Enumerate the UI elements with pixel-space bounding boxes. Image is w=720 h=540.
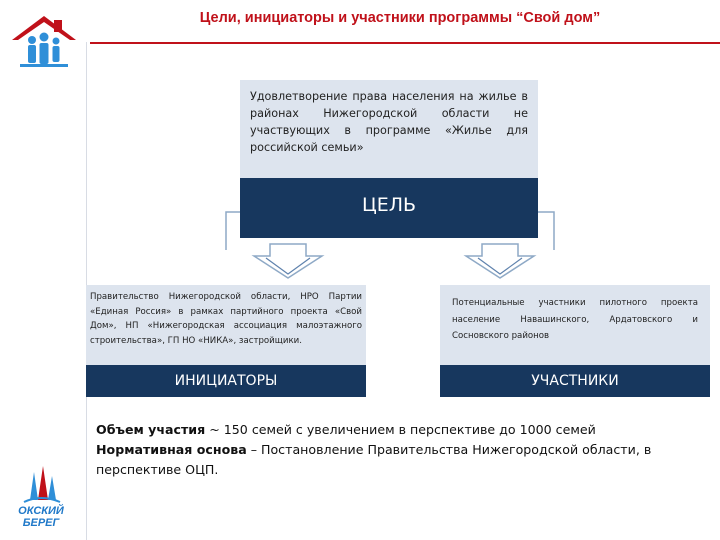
participants-label: УЧАСТНИКИ: [440, 365, 710, 397]
volume-text: ~ 150 семей с увеличением в перспективе до 1000 семей: [205, 422, 596, 437]
title-divider: [90, 42, 720, 44]
okskiy-bereg-logo: [10, 462, 72, 532]
basis-text: – Постановление Правительства Нижегородской области, в перспективе ОЦП.: [96, 442, 652, 477]
volume-label: Объем участия: [96, 422, 206, 437]
goal-description: Удовлетворение права населения на жилье в районах Нижегородской области не участвующих в программе «Жилье для российской семьи»: [240, 80, 538, 178]
notes-block: [96, 420, 696, 480]
goal-label: ЦЕЛЬ: [240, 178, 538, 238]
participants-description: Потенциальные участники пилотного проекта население Навашинского, Ардатовского и Сосновского районов: [440, 285, 710, 365]
logo-line-2: БЕРЕГ: [22, 517, 60, 529]
basis-line: [96, 440, 696, 480]
initiators-label: ИНИЦИАТОРЫ: [86, 365, 366, 397]
logo-line-1: ОКСКИЙ: [18, 505, 64, 517]
volume-line: [96, 420, 696, 440]
house-family-logo: [8, 10, 80, 72]
basis-label: Нормативная основа: [96, 442, 247, 457]
initiators-description: Правительство Нижегородской области, НРО Партии «Единая Россия» в рамках партийного проекта «Свой Дом», НП «Нижегородская ассоциация малоэтажного строительства», ГП НО «НИКА», застройщики.: [86, 285, 366, 365]
page-title: Цели, инициаторы и участники программы “Свой дом”: [199, 10, 601, 26]
